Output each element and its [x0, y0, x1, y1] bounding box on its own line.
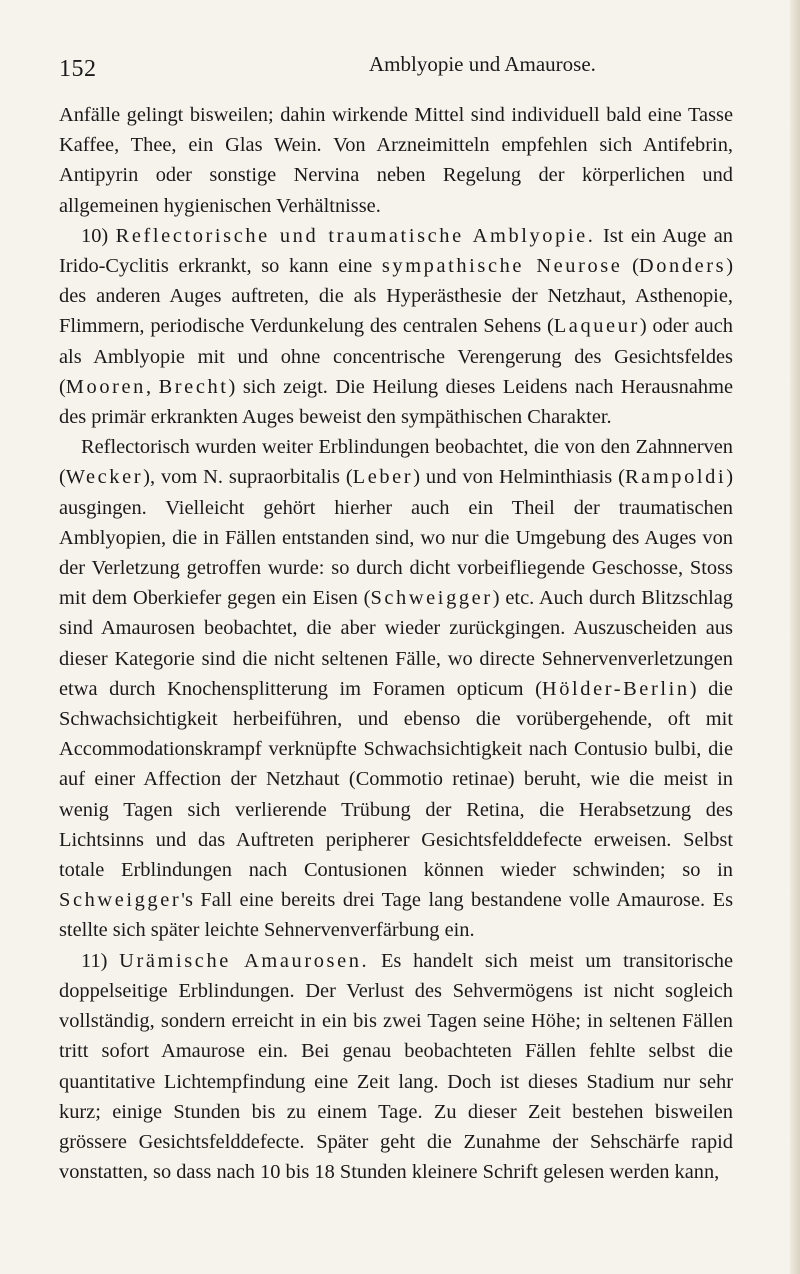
page-header	[59, 52, 719, 92]
text-run: ,	[145, 375, 159, 398]
spaced-emphasis: Schweigger	[59, 889, 182, 912]
spaced-emphasis: sympathische Neurose	[381, 255, 623, 278]
spaced-emphasis: Mooren	[65, 375, 146, 398]
text-run: 10)	[81, 224, 116, 247]
text-run: Anfälle gelingt bisweilen; dahin wirkende Mittel sind individuell bald eine Tasse Kaffee, Thee, ein Glas Wein. Von Arzneimitteln empfehlen sich Antifebrin, Antipyrin oder sonstige Nervina neben Regelung der körperlichen und allgemeinen hygienischen Verhältnisse.	[59, 104, 733, 217]
spaced-emphasis: Hölder-Berlin	[541, 677, 690, 700]
spaced-emphasis: Brecht	[158, 375, 229, 398]
text-run: Ist ein Auge an Irido-Cyclitis erkrankt, so kann eine	[59, 224, 733, 278]
paragraph	[59, 432, 733, 945]
page-edge	[790, 0, 800, 1274]
paragraph	[59, 946, 733, 1188]
paragraph	[59, 100, 733, 221]
text-run: 11)	[81, 949, 120, 972]
text-run: ) oder auch als Amblyopie mit und ohne concentrische Verengerung des Gesichtsfeldes (	[59, 315, 733, 398]
paragraph	[59, 221, 733, 432]
running-title: Amblyopie und Amaurose.	[369, 52, 596, 76]
text-run: 's Fall eine bereits drei Tage lang bestandene volle Amaurose. Es stellte sich später leichte Sehnervenverfärbung ein.	[59, 889, 733, 942]
text-run: Es handelt sich meist um transitorische doppelseitige Erblindungen. Der Verlust des Sehvermögens ist nicht sogleich vollständig, sondern erreicht in ein bis zwei Tagen seine Höhe; in seltenen Fällen tritt sofort Amaurose ein. Bei genau beobachteten Fällen fehlte selbst die quantitative Lichtempfindung eine Zeit lang. Doch ist dieses Stadium nur sehr kurz; einige Stunden bis zu einem Tage. Zu dieser Zeit bestehen bisweilen grössere Gesichtsfelddefecte. Später geht die Zunahme der Sehschärfe rapid vonstatten, so dass nach 10 bis 18 Stunden kleinere Schrift gelesen werden kann,	[59, 949, 734, 1184]
body-text	[59, 100, 733, 1187]
text-run: ), vom N. supraorbitalis (	[143, 466, 353, 489]
text-run: ) des anderen Auges auftreten, die als Hyperästhesie der Netzhaut, Asthenopie, Flimmern, periodische Verdunkelung des centralen Sehens (	[59, 255, 733, 338]
text-run: Reflectorisch wurden weiter Erblindungen beobachtet, die von den Zahnnerven (	[59, 436, 733, 489]
text-run: ) und von Helminthiasis (	[413, 466, 625, 489]
spaced-emphasis: Laqueur	[553, 315, 640, 338]
spaced-emphasis: Wecker	[65, 466, 144, 489]
spaced-emphasis: Donders	[638, 255, 727, 278]
spaced-emphasis: Rampoldi	[624, 466, 727, 489]
text-run: ) ausgingen. Vielleicht gehört hierher auch ein Theil der traumatischen Amblyopien, die in Fällen entstanden sind, wo nur die Umgebung des Auges von der Verletzung getroffen wurde: so durch dicht vorbeifliegende Geschosse, Stoss mit dem Oberkiefer gegen ein Eisen (	[59, 466, 734, 610]
text-run: ) sich zeigt. Die Heilung dieses Leidens nach Herausnahme des primär erkrankten Auges beweist den sympäthischen Charakter.	[59, 375, 733, 429]
spaced-emphasis: Reflectorische und traumatische Amblyopie.	[115, 224, 596, 247]
spaced-emphasis: Urämische Amaurosen.	[119, 949, 370, 972]
text-run: (	[622, 255, 639, 278]
text-run: ) etc. Auch durch Blitzschlag sind Amaurosen beobachtet, die aber wieder zurückgingen. Auszuscheiden aus dieser Kategorie sind die nicht seltenen Fälle, wo directe Sehnervenverletzungen etwa durch Knochensplitterung im Foramen opticum (	[59, 587, 733, 700]
spaced-emphasis: Schweigger	[370, 587, 493, 610]
spaced-emphasis: Leber	[352, 466, 414, 489]
page-number: 152	[59, 56, 97, 82]
text-run: ) die Schwachsichtigkeit herbeiführen, und ebenso die vorübergehende, oft mit Accommodationskrampf verknüpfte Schwachsichtigkeit nach Contusio bulbi, die auf einer Affection der Netzhaut (Commotio retinae) beruht, wie die meist in wenig Tagen sich verlierende Trübung der Retina, die Herabsetzung des Lichtsinns und das Auftreten peripherer Gesichtsfelddefecte erweisen. Selbst totale Erblindungen nach Contusionen können wieder schwinden; so in	[59, 677, 733, 882]
